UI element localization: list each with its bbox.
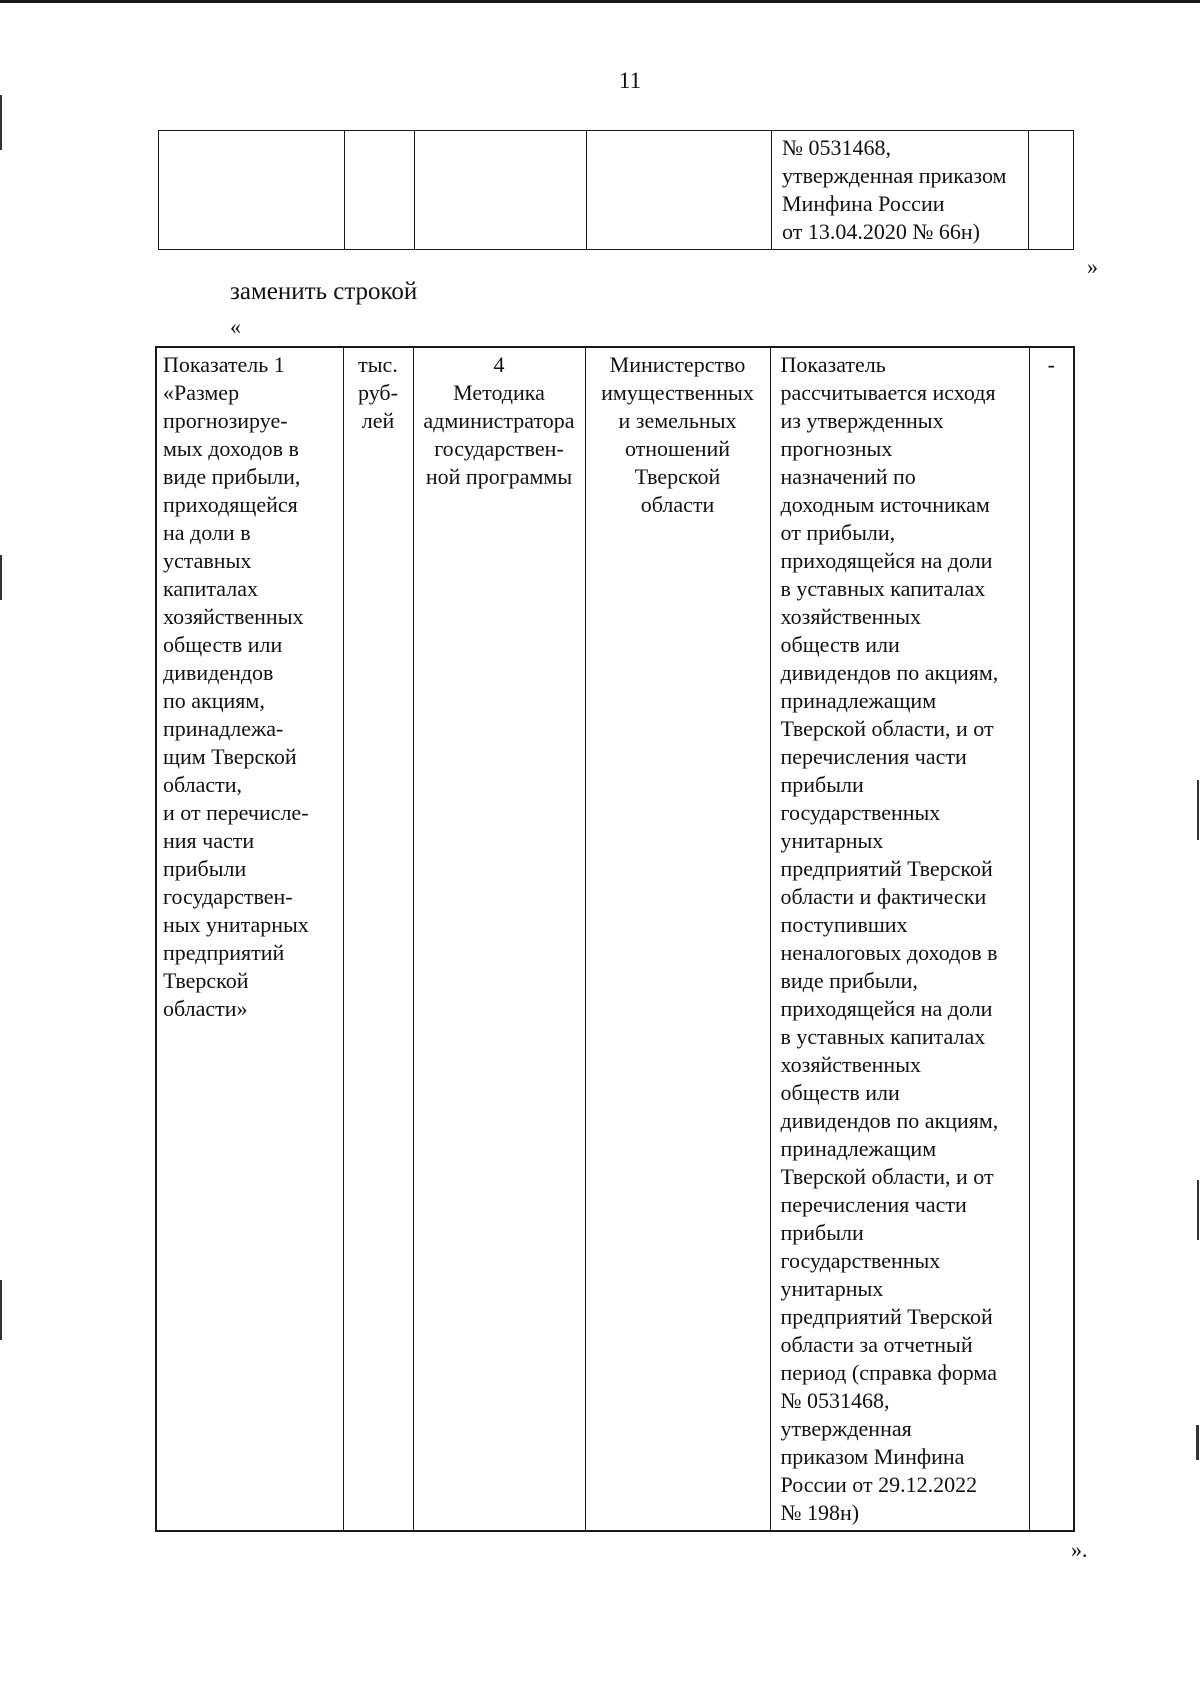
closing-quote: » <box>1087 254 1098 279</box>
prev-cell-unit <box>345 131 415 250</box>
opening-quote: « <box>230 314 241 339</box>
scan-edge-mark <box>0 555 2 600</box>
page-number: 11 <box>618 68 642 93</box>
table-row <box>156 347 1074 1531</box>
prev-cell-method <box>415 131 587 250</box>
prev-cell-last <box>1029 131 1074 250</box>
prev-cell-description: № 0531468, утвержденная приказом Минфина России от 13.04.2020 № 66н) <box>772 131 1029 250</box>
closing-quote-final: ». <box>1071 1537 1088 1562</box>
cell-unit: тыс. руб- лей <box>343 347 413 1531</box>
replace-instruction: заменить строкой <box>230 278 418 305</box>
previous-row-table <box>158 130 1074 250</box>
cell-responsible: Министерство имущественных и земельных отношений Тверской области <box>585 347 770 1531</box>
cell-method: 4 Методика администратора государствен- ной программы <box>413 347 585 1531</box>
scan-edge-mark <box>0 95 2 150</box>
scan-edge-mark <box>0 1280 2 1340</box>
cell-indicator-name: Показатель 1 «Размер прогнозируе- мых доходов в виде прибыли, приходящейся на доли в уставных капиталах хозяйственных обществ или дивидендов по акциям, принадлежа- щим Тверской области, и от перечисле- ния части прибыли государствен- ных унитарных предприятий Тверской области» <box>156 347 343 1531</box>
cell-last: - <box>1029 347 1074 1531</box>
prev-cell-responsible <box>587 131 772 250</box>
cell-description: Показатель рассчитывается исходя из утвержденных прогнозных назначений по доходным источникам от прибыли, приходящейся на доли в уставных капиталах хозяйственных обществ или дивидендов по акциям, принадлежащим Тверской области, и от перечисления части прибыли государственных унитарных предприятий Тверской области и фактически поступивших неналоговых доходов в виде прибыли, приходящейся на доли в уставных капиталах хозяйственных обществ или дивидендов по акциям, принадлежащим Тверской области, и от перечисления части прибыли государственных унитарных предприятий Тверской области за отчетный период (справка форма № 0531468, утвержденная приказом Минфина России от 29.12.2022 № 198н) <box>770 347 1029 1531</box>
prev-cell-indicator <box>159 131 345 250</box>
scan-edge-mark <box>1197 1180 1199 1240</box>
scan-edge-mark <box>1196 1425 1199 1460</box>
scan-top-edge <box>0 0 1200 3</box>
scan-edge-mark <box>1197 780 1199 840</box>
table-row <box>159 131 1074 250</box>
new-row-table <box>155 346 1075 1532</box>
